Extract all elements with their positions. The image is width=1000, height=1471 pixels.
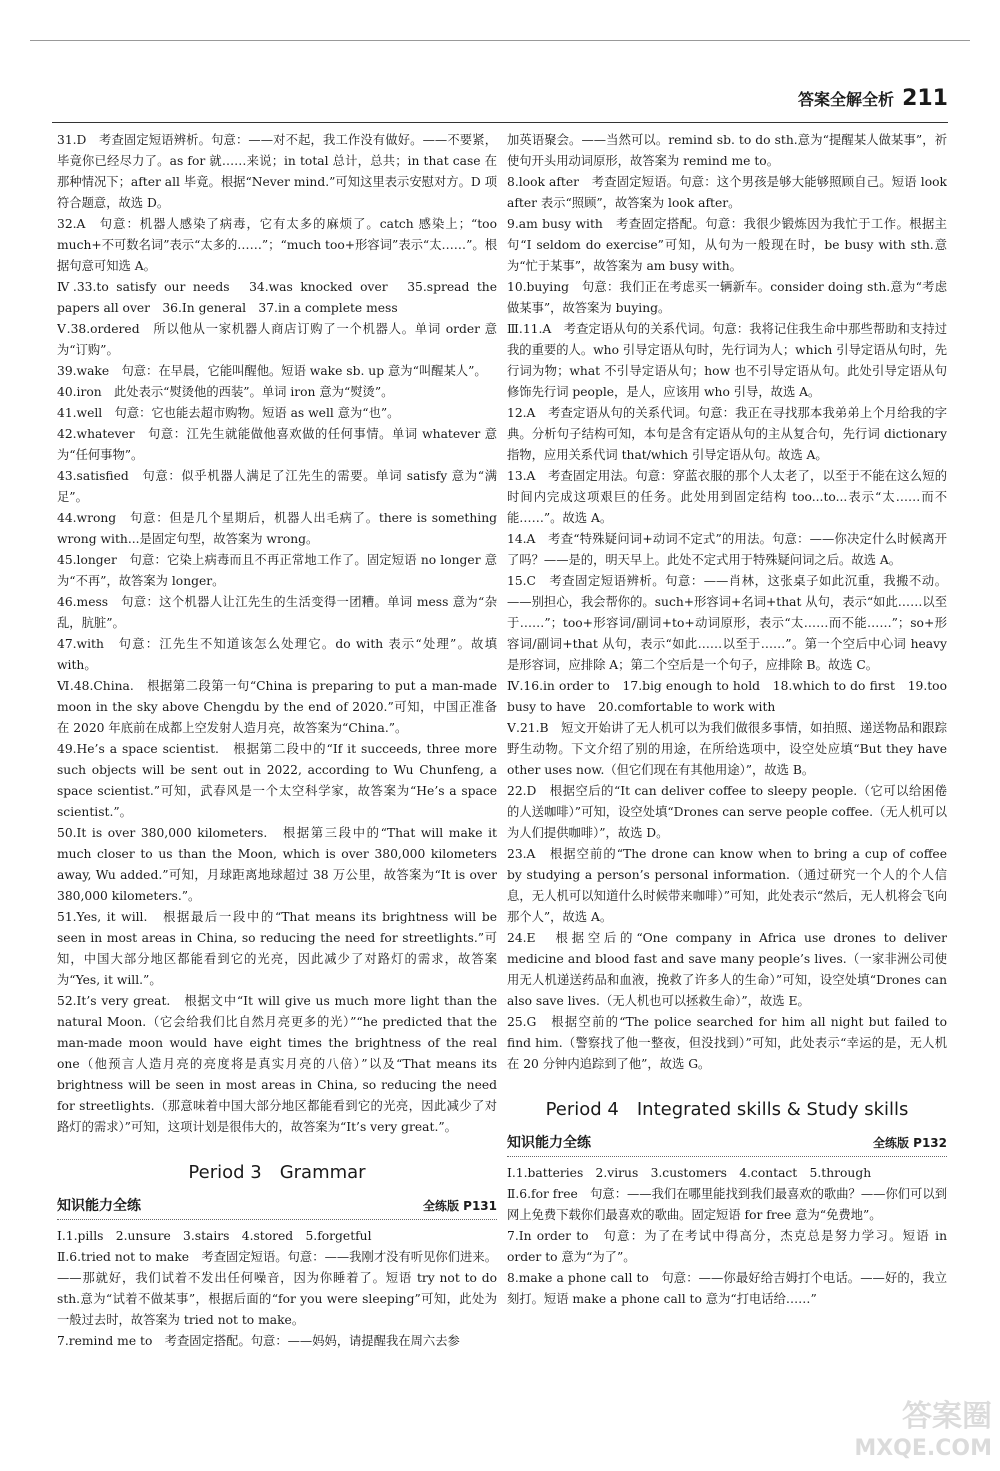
left-column [57,130,497,1450]
answer-item: Ⅰ.1.batteries 2.virus 3.customers 4.contact 5.through [507,1166,872,1180]
answer-item: Ⅱ.6.for free 句意：——我们在哪里能找到我们最喜欢的歌曲？——你们可以到网上免费下载你们最喜欢的歌曲。固定短语 for free 意为“免费地”。 [507,1187,947,1222]
section-title: 知识能力全练 [507,1135,591,1151]
right-answers [507,130,947,1075]
watermark-logo [854,1401,992,1465]
answer-item: 10.buying 句意：我们正在考虑买一辆新车。consider doing sth.意为“考虑做某事”，故答案为 buying。 [507,280,947,315]
answer-item: Ⅴ.21.B 短文开始讲了无人机可以为我们做很多事情，如拍照、递送物品和跟踪野生动物。下文介绍了别的用途，在所给选项中，设空处应填“But they have other uses now.（但它们现在有其他用途）”，故选 B。 [507,721,947,777]
answer-item: 15.C 考查固定短语辨析。句意：——肖林，这张桌子如此沉重，我搬不动。——别担心，我会帮你的。such+形容词+名词+that 从句，表示“如此……以至于……”；too+形容词/副词+to+动词原形，表示“太……而不能……”；so+形容词/副词+that 从句，表示“如此……以至于……”。第一个空后中心词 heavy 是形容词，应排除 A；第二个空后是一个句子，应排除 B。故选 C。 [507,574,947,672]
left-answers-2 [57,1226,497,1352]
answer-item: 8.look after 考查固定短语。句意：这个男孩是够大能够照顾自己。短语 look after 表示“照顾”，故答案为 look after。 [507,175,947,210]
answer-item: 13.A 考查固定用法。句意：穿蓝衣服的那个人太老了，以至于不能在这么短的时间内完成这项艰巨的任务。此处用到固定结构 too...to...表示“太……而不能……”。故选 A。 [507,469,947,525]
header-title: 答案全解全析 [798,90,895,109]
answer-item: 42.whatever 句意：江先生就能做他喜欢做的任何事情。单词 whatever 意为“任何事物”。 [57,427,497,462]
section-header-p132 [507,1133,947,1157]
answer-item: 14.A 考查“特殊疑问词+动词不定式”的用法。句意：——你决定什么时候离开了吗？——是的，明天早上。此处不定式用于特殊疑问词之后。故选 A。 [507,532,947,567]
answer-item: Ⅳ.16.in order to 17.big enough to hold 18.which to do first 19.too busy to have 20.comfortable to work with [507,679,947,714]
answer-item: Ⅰ.1.pills 2.unsure 3.stairs 4.stored 5.forgetful [57,1229,372,1243]
answer-item: 25.G 根据空前的“The police searched for him all night but failed to find him.（警察找了他一整夜，但没找到）”可知，此处表示“幸运的是，无人机在 20 分钟内追踪到了他”，故选 G。 [507,1015,947,1071]
answer-item: Ⅲ.11.A 考查定语从句的关系代词。句意：我将记住我生命中那些帮助和支持过我的重要的人。who 引导定语从句时，先行词为人；which 引导定语从句时，先行词为物；what 不引导定语从句；how 也不引导定语从句。此处引导定语从句修饰先行词 people，是人，应该用 who 引导，故选 A。 [507,322,947,399]
answer-item: Ⅱ.6.tried not to make 考查固定短语。句意：——我刚才没有听见你们进来。——那就好，我们试着不发出任何噪音，因为你睡着了。短语 try not to do sth.意为“试着不做某事”，根据后面的“for you were sleeping”可知，此处为一般过去时，故答案为 tried not to make。 [57,1250,497,1327]
answer-item: 32.A 句意：机器人感染了病毒，它有太多的麻烦了。catch 感染上；“too much+不可数名词”表示“太多的……”；“much too+形容词”表示“太……”。根据句意可知选 A。 [57,217,497,273]
section-title: 知识能力全练 [57,1198,141,1214]
answer-item: 23.A 根据空前的“The drone can know when to bring a cup of coffee by studying a person’s personal information.（通过研究一个人的个人信息，无人机可以知道什么时候带来咖啡）”可知，此处表示“然后，无人机将会飞向那个人”，故选 A。 [507,847,947,924]
answer-item: 12.A 考查定语从句的关系代词。句意：我正在寻找那本我弟弟上个月给我的字典。分析句子结构可知，本句是含有定语从句的主从复合句，先行词 dictionary 指物，应用关系代词 that/which 引导定语从句。故选 A。 [507,406,947,462]
top-rule [52,122,948,123]
watermark-url: MXQE.COM [854,1436,992,1461]
answer-item: 22.D 根据空后的“It can deliver coffee to sleepy people.（它可以给困倦的人送咖啡）”可知，设空处填“Drones can serve people coffee.（无人机可以为人们提供咖啡）”，故选 D。 [507,784,947,840]
left-answers [57,130,497,1138]
answer-item: 47.with 句意：江先生不知道该怎么处理它。do with 表示“处理”。故填 with。 [57,637,497,672]
answer-item: 49.He’s a space scientist. 根据第二段中的“If it succeeds, three more such objects will be sent out in 2022, according to Wu Chunfeng, a space scientist.”可知，武春风是一个太空科学家，故答案为“He’s a space scientist.”。 [57,742,497,819]
answer-item: 52.It’s very great. 根据文中“It will give us much more light than the natural Moon.（它会给我们比自然月亮更多的光）”“he predicted that the man-made moon would have eight times the brightness of the real one（他预言人造月亮的亮度将是真实月亮的八倍）”以及“That means its brightness will be seen in most areas in China, so reducing the need for streetlights.（那意味着中国大部分地区都能看到它的光亮，因此减少了对路灯的需求）”可知，这项计划是很伟大的，故答案为“It’s very great.”。 [57,994,497,1134]
answer-item: 40.iron 此处表示“熨烫他的西装”。单词 iron 意为“熨烫”。 [57,385,394,399]
watermark-text: 答案圈 [902,1399,992,1434]
answer-item: 9.am busy with 考查固定搭配。句意：我很少锻炼因为我忙于工作。根据主句“I seldom do exercise”可知，从句为一般现在时，be busy with sth.意为“忙于某事”，故答案为 am busy with。 [507,217,947,273]
answer-item: 39.wake 句意：在早晨，它能叫醒他。短语 wake sb. up 意为“叫醒某人”。 [57,364,487,378]
answer-item: 51.Yes, it will. 根据最后一段中的“That means its brightness will be seen in most areas in China, so reducing the need for streetlights.”可知，中国大部分地区都能看到它的光亮，因此减少了对路灯的需求，故答案为“Yes, it will.”。 [57,910,497,987]
section-ref: 全练版 P132 [872,1136,947,1150]
period-4-title: Period 4 Integrated skills & Study skills [545,1099,909,1120]
answer-item: 7.In order to 句意：为了在考试中得高分，杰克总是努力学习。短语 in order to 意为“为了”。 [507,1229,947,1264]
period-3-title: Period 3 Grammar [188,1162,366,1183]
section-header-p131 [57,1196,497,1220]
right-answers-2 [507,1163,947,1310]
answer-item: 41.well 句意：它也能去超市购物。短语 as well 意为“也”。 [57,406,400,420]
right-column [507,130,947,1450]
answer-item: 31.D 考查固定短语辨析。句意：——对不起，我工作没有做好。——不要紧，毕竟你已经尽力了。as for 就……来说；in total 总计，总共；in that case 在那种情况下；after all 毕竟。根据“Never mind.”可知这里表示安慰对方。D 项符合题意，故选 D。 [57,133,497,210]
answer-item: 45.longer 句意：它染上病毒而且不再正常地工作了。固定短语 no longer 意为“不再”，故答案为 longer。 [57,553,497,588]
answer-item: Ⅴ.38.ordered 所以他从一家机器人商店订购了一个机器人。单词 order 意为“订购”。 [57,322,497,357]
section-ref: 全练版 P131 [422,1199,497,1213]
answer-item: Ⅳ.33.to satisfy our needs 34.was knocked over 35.spread the papers all over 36.In general 37.in a complete mess [57,280,497,315]
answer-item: 8.make a phone call to 句意：——你最好给吉姆打个电话。——好的，我立刻打。短语 make a phone call to 意为“打电话给……” [507,1271,947,1306]
answer-item: 43.satisfied 句意：似乎机器人满足了江先生的需要。单词 satisfy 意为“满足”。 [57,469,497,504]
answer-item: 50.It is over 380,000 kilometers. 根据第三段中的“That will make it much closer to us than the Moon, which is over 380,000 kilometers away, Wu added.”可知，月球距离地球超过 38 万公里，故答案为“It is over 380,000 kilometers.”。 [57,826,497,903]
answer-item: 24.E 根据空后的“One company in Africa use drones to deliver medicine and blood fast and save many people’s lives.（一家非洲公司使用无人机递送药品和血液，挽救了许多人的生命）”可知，设空处填“Drones can also save lives.（无人机也可以拯救生命）”，故选 E。 [507,931,947,1008]
page-header [798,86,948,111]
answer-item: Ⅵ.48.China. 根据第二段第一句“China is preparing to put a man-made moon in the sky above Chengdu by the end of 2020.”可知，中国正准备在 2020 年底前在成都上空发射人造月亮，故答案为“China.”。 [57,679,497,735]
answer-item: 7.remind me to 考查固定搭配。句意：——妈妈，请提醒我在周六去参 [57,1334,460,1348]
answer-item: 加英语聚会。——当然可以。remind sb. to do sth.意为“提醒某人做某事”，祈使句开头用动词原形，故答案为 remind me to。 [507,133,947,168]
answer-item: 46.mess 句意：这个机器人让江先生的生活变得一团糟。单词 mess 意为“杂乱，肮脏”。 [57,595,497,630]
header-rule [30,40,970,41]
answer-item: 44.wrong 句意：但是几个星期后，机器人出毛病了。there is something wrong with...是固定句型，故答案为 wrong。 [57,511,497,546]
page-number: 211 [902,86,948,111]
